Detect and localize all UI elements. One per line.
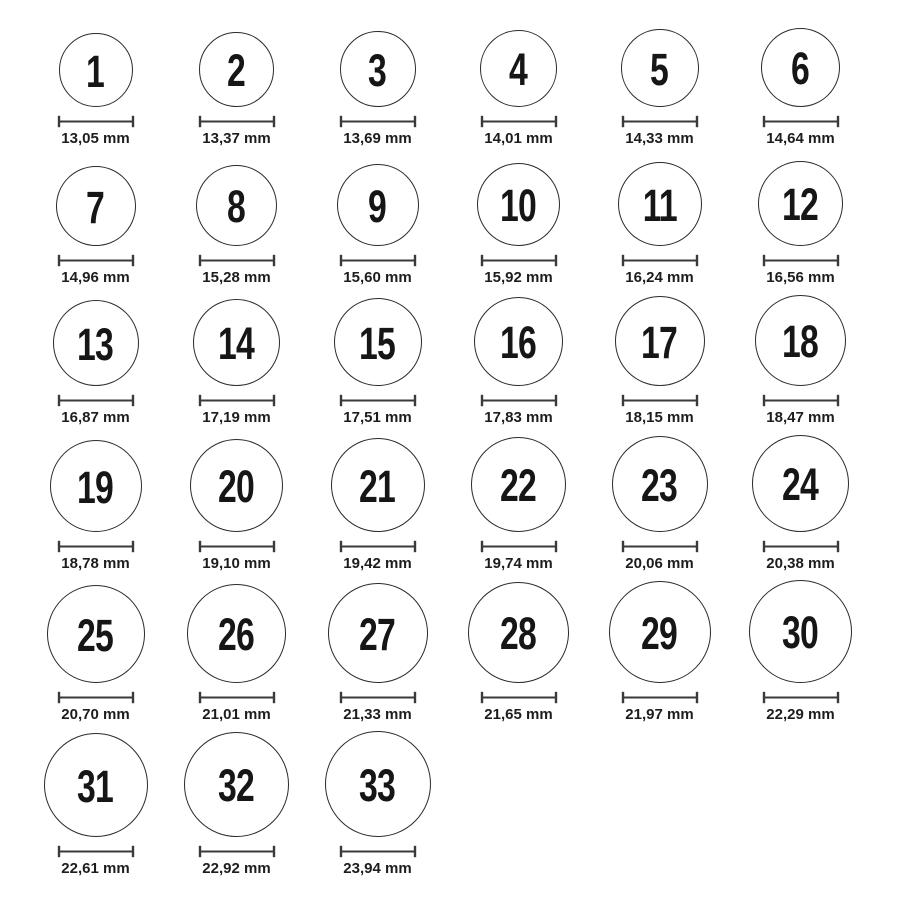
- ring-size-item: [589, 436, 730, 573]
- size-circle: [50, 440, 142, 532]
- size-number: 7: [86, 181, 105, 233]
- diameter-dimension-line: [621, 254, 699, 267]
- diameter-label: 22,61 mm: [61, 860, 130, 877]
- size-circle: [334, 298, 422, 386]
- ring-size-item: [166, 32, 307, 148]
- diameter-label: 21,33 mm: [343, 706, 412, 723]
- diameter-dimension-line: [762, 115, 840, 128]
- size-circle: [761, 28, 840, 107]
- ring-size-item: [589, 29, 730, 148]
- ring-size-item: [730, 580, 871, 724]
- ring-size-item: [448, 437, 589, 573]
- size-number: 1: [86, 45, 105, 97]
- diameter-dimension-line: [339, 254, 417, 267]
- size-number: 4: [509, 44, 528, 95]
- size-number: 2: [227, 45, 246, 96]
- size-number: 29: [641, 607, 678, 659]
- size-number: 26: [218, 609, 255, 660]
- ring-size-item: [166, 299, 307, 427]
- diameter-label: 14,33 mm: [625, 130, 694, 147]
- size-number: 32: [218, 760, 255, 811]
- diameter-dimension-line: [762, 540, 840, 553]
- size-row: [25, 295, 900, 427]
- ring-size-item: [589, 162, 730, 287]
- diameter-label: 19,10 mm: [202, 555, 271, 572]
- diameter-dimension-line: [480, 115, 558, 128]
- size-row: [25, 161, 900, 287]
- ring-size-item: [307, 164, 448, 287]
- size-circle: [340, 31, 416, 107]
- size-number: 17: [641, 316, 678, 368]
- size-circle: [612, 436, 708, 532]
- diameter-label: 17,83 mm: [484, 409, 553, 426]
- diameter-dimension-line: [621, 691, 699, 704]
- ring-size-item: [307, 583, 448, 724]
- size-row: [25, 731, 900, 878]
- diameter-label: 17,51 mm: [343, 409, 412, 426]
- size-circle: [331, 438, 425, 532]
- diameter-label: 22,29 mm: [766, 706, 835, 723]
- size-circle: [615, 296, 705, 386]
- diameter-dimension-line: [198, 540, 276, 553]
- ring-size-item: [730, 435, 871, 573]
- size-number: 25: [77, 609, 114, 661]
- ring-size-item: [589, 581, 730, 724]
- ring-size-item: [166, 165, 307, 287]
- size-circle: [621, 29, 699, 107]
- size-circle: [474, 297, 563, 386]
- diameter-label: 21,97 mm: [625, 706, 694, 723]
- diameter-dimension-line: [339, 691, 417, 704]
- diameter-dimension-line: [621, 540, 699, 553]
- diameter-dimension-line: [198, 845, 276, 858]
- diameter-label: 19,42 mm: [343, 555, 412, 572]
- size-circle: [755, 295, 846, 386]
- ring-size-item: [448, 163, 589, 287]
- diameter-dimension-line: [57, 540, 135, 553]
- diameter-dimension-line: [57, 254, 135, 267]
- ring-size-item: [730, 28, 871, 148]
- size-circle: [758, 161, 843, 246]
- size-circle: [325, 731, 431, 837]
- diameter-label: 16,56 mm: [766, 269, 835, 286]
- size-circle: [471, 437, 566, 532]
- size-circle: [53, 300, 139, 386]
- ring-size-item: [166, 584, 307, 724]
- diameter-label: 15,92 mm: [484, 269, 553, 286]
- size-circle: [193, 299, 280, 386]
- size-number: 28: [500, 608, 537, 659]
- diameter-dimension-line: [480, 691, 558, 704]
- size-number: 33: [359, 759, 396, 811]
- size-circle: [56, 166, 136, 246]
- diameter-label: 23,94 mm: [343, 860, 412, 877]
- diameter-dimension-line: [621, 115, 699, 128]
- diameter-dimension-line: [339, 115, 417, 128]
- size-number: 9: [368, 180, 387, 232]
- diameter-label: 14,64 mm: [766, 130, 835, 147]
- size-number: 11: [642, 179, 677, 231]
- size-circle: [480, 30, 557, 107]
- size-circle: [190, 439, 283, 532]
- size-circle: [199, 32, 274, 107]
- size-number: 19: [77, 461, 114, 513]
- size-number: 15: [359, 317, 396, 369]
- size-number: 27: [359, 608, 396, 660]
- size-circle: [44, 733, 148, 837]
- size-number: 31: [77, 760, 114, 812]
- diameter-label: 16,87 mm: [61, 409, 130, 426]
- ring-size-item: [307, 298, 448, 427]
- diameter-label: 15,28 mm: [202, 269, 271, 286]
- size-circle: [184, 732, 289, 837]
- diameter-label: 14,01 mm: [484, 130, 553, 147]
- diameter-dimension-line: [762, 394, 840, 407]
- diameter-label: 18,15 mm: [625, 409, 694, 426]
- diameter-label: 14,96 mm: [61, 269, 130, 286]
- diameter-dimension-line: [339, 540, 417, 553]
- size-circle: [47, 585, 145, 683]
- ring-size-item: [589, 296, 730, 427]
- size-number: 5: [650, 43, 669, 95]
- size-number: 24: [782, 459, 819, 510]
- size-circle: [477, 163, 560, 246]
- diameter-label: 13,37 mm: [202, 130, 271, 147]
- ring-size-item: [448, 582, 589, 724]
- diameter-dimension-line: [762, 691, 840, 704]
- ring-size-item: [166, 732, 307, 878]
- size-circle: [468, 582, 569, 683]
- diameter-label: 21,65 mm: [484, 706, 553, 723]
- diameter-label: 16,24 mm: [625, 269, 694, 286]
- size-circle: [187, 584, 286, 683]
- size-circle: [752, 435, 849, 532]
- diameter-label: 17,19 mm: [202, 409, 271, 426]
- ring-size-item: [307, 438, 448, 573]
- size-number: 3: [368, 44, 387, 96]
- size-number: 20: [218, 461, 255, 512]
- diameter-dimension-line: [57, 691, 135, 704]
- size-row: [25, 435, 900, 573]
- ring-size-item: [25, 733, 166, 878]
- diameter-dimension-line: [480, 540, 558, 553]
- ring-size-item: [25, 585, 166, 724]
- ring-size-item: [307, 31, 448, 148]
- diameter-label: 13,69 mm: [343, 130, 412, 147]
- ring-size-item: [166, 439, 307, 573]
- diameter-dimension-line: [621, 394, 699, 407]
- size-circle: [328, 583, 428, 683]
- size-circle: [337, 164, 419, 246]
- diameter-dimension-line: [57, 394, 135, 407]
- diameter-label: 20,70 mm: [61, 706, 130, 723]
- ring-size-item: [730, 161, 871, 287]
- diameter-dimension-line: [198, 691, 276, 704]
- diameter-dimension-line: [480, 394, 558, 407]
- diameter-label: 15,60 mm: [343, 269, 412, 286]
- size-number: 21: [359, 460, 396, 512]
- diameter-label: 18,78 mm: [61, 555, 130, 572]
- ring-size-item: [25, 166, 166, 287]
- size-circle: [196, 165, 277, 246]
- size-number: 10: [500, 180, 537, 231]
- diameter-dimension-line: [762, 254, 840, 267]
- size-number: 23: [641, 459, 678, 511]
- ring-size-item: [448, 30, 589, 148]
- size-number: 6: [791, 43, 810, 94]
- size-number: 13: [77, 318, 114, 370]
- ring-size-item: [730, 295, 871, 427]
- diameter-dimension-line: [339, 394, 417, 407]
- size-circle: [59, 33, 133, 107]
- diameter-dimension-line: [339, 845, 417, 858]
- diameter-dimension-line: [198, 394, 276, 407]
- size-circle: [749, 580, 852, 683]
- size-number: 14: [218, 318, 255, 369]
- size-number: 30: [782, 607, 819, 658]
- ring-size-item: [25, 300, 166, 427]
- diameter-label: 20,06 mm: [625, 555, 694, 572]
- diameter-label: 22,92 mm: [202, 860, 271, 877]
- size-row: [25, 580, 900, 724]
- diameter-dimension-line: [57, 115, 135, 128]
- diameter-dimension-line: [57, 845, 135, 858]
- size-circle: [609, 581, 711, 683]
- diameter-label: 19,74 mm: [484, 555, 553, 572]
- diameter-label: 21,01 mm: [202, 706, 271, 723]
- size-number: 12: [782, 179, 819, 230]
- size-number: 22: [500, 460, 537, 511]
- diameter-label: 20,38 mm: [766, 555, 835, 572]
- size-circle: [618, 162, 702, 246]
- diameter-dimension-line: [480, 254, 558, 267]
- diameter-dimension-line: [198, 115, 276, 128]
- size-number: 16: [500, 317, 537, 368]
- diameter-label: 18,47 mm: [766, 409, 835, 426]
- diameter-label: 13,05 mm: [61, 130, 130, 147]
- size-number: 18: [782, 316, 819, 367]
- ring-size-item: [25, 440, 166, 573]
- ring-size-item: [25, 33, 166, 148]
- size-number: 8: [227, 181, 246, 232]
- ring-size-item: [448, 297, 589, 427]
- diameter-dimension-line: [198, 254, 276, 267]
- ring-size-item: [307, 731, 448, 878]
- size-row: [25, 28, 900, 148]
